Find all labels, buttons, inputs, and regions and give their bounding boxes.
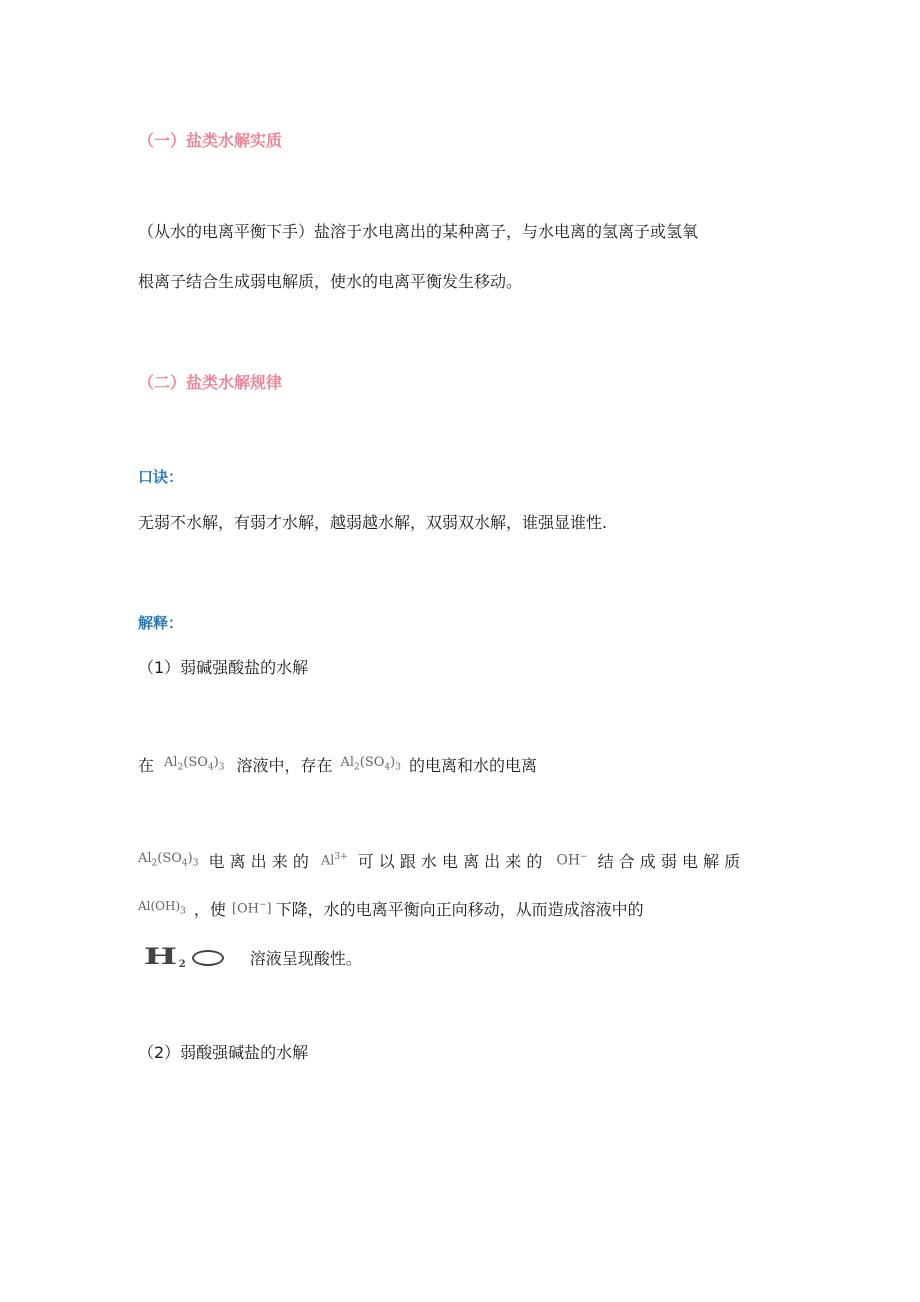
text-fragment: 的电离和水的电离 [408,755,537,775]
item1-title: （1）弱碱强酸盐的水解 [138,658,309,677]
explanation-line-3 [138,896,644,920]
formula-al2so43: $Al_2(SO_4)_3$ [340,755,401,773]
text-fragment: 溶液中，存在 [236,755,333,775]
text-fragment: 电 离 出 来 的 [208,851,309,871]
text-fragment: 可 以 跟 水 电 离 出 来 的 [357,851,543,871]
explanation-line-4 [138,942,362,972]
item2-title: （2）弱酸强碱盐的水解 [138,1043,309,1062]
section-heading-nature: （一）盐类水解实质 [138,131,283,150]
formula-oh-concentration: [OH−] [231,899,272,917]
text-fragment: 在 [138,755,155,775]
explanation-line-1 [138,752,537,776]
text-fragment: ，使 [193,899,226,919]
formula-h2o: H 2 [150,944,224,970]
explanation-line-2 [138,848,740,872]
paragraph-line: （从水的电离平衡下手）盐溶于水电离出的某种离子，与水电离的氢离子或氢氧 [138,222,699,241]
text-fragment: 下降，水的电离平衡向正向移动，从而造成溶液中的 [275,899,644,919]
paragraph-line: 根离子结合生成弱电解质，使水的电离平衡发生移动。 [138,272,523,291]
text-fragment: 溶液呈现酸性。 [249,948,362,968]
text-fragment: 结 合 成 弱 电 解 质 [597,851,741,871]
jieshi-label: 解释： [138,614,184,632]
koujue-label: 口诀： [138,468,184,486]
formula-al2so43: $Al_2(SO_4)_3$ [138,851,199,869]
formula-al-ion: $Al^{3+}$ [320,851,348,869]
oxygen-symbol [192,950,224,966]
section-heading-rules: （二）盐类水解规律 [138,373,283,392]
koujue-text: 无弱不水解，有弱才水解，越弱越水解，双弱双水解，谁强显谁性. [138,513,608,532]
formula-al2so43: $Al_2(SO_4)_3$ [164,755,225,773]
formula-oh-ion: OH− [556,851,588,869]
formula-aloh3: $Al(OH)_3$ [138,899,186,917]
